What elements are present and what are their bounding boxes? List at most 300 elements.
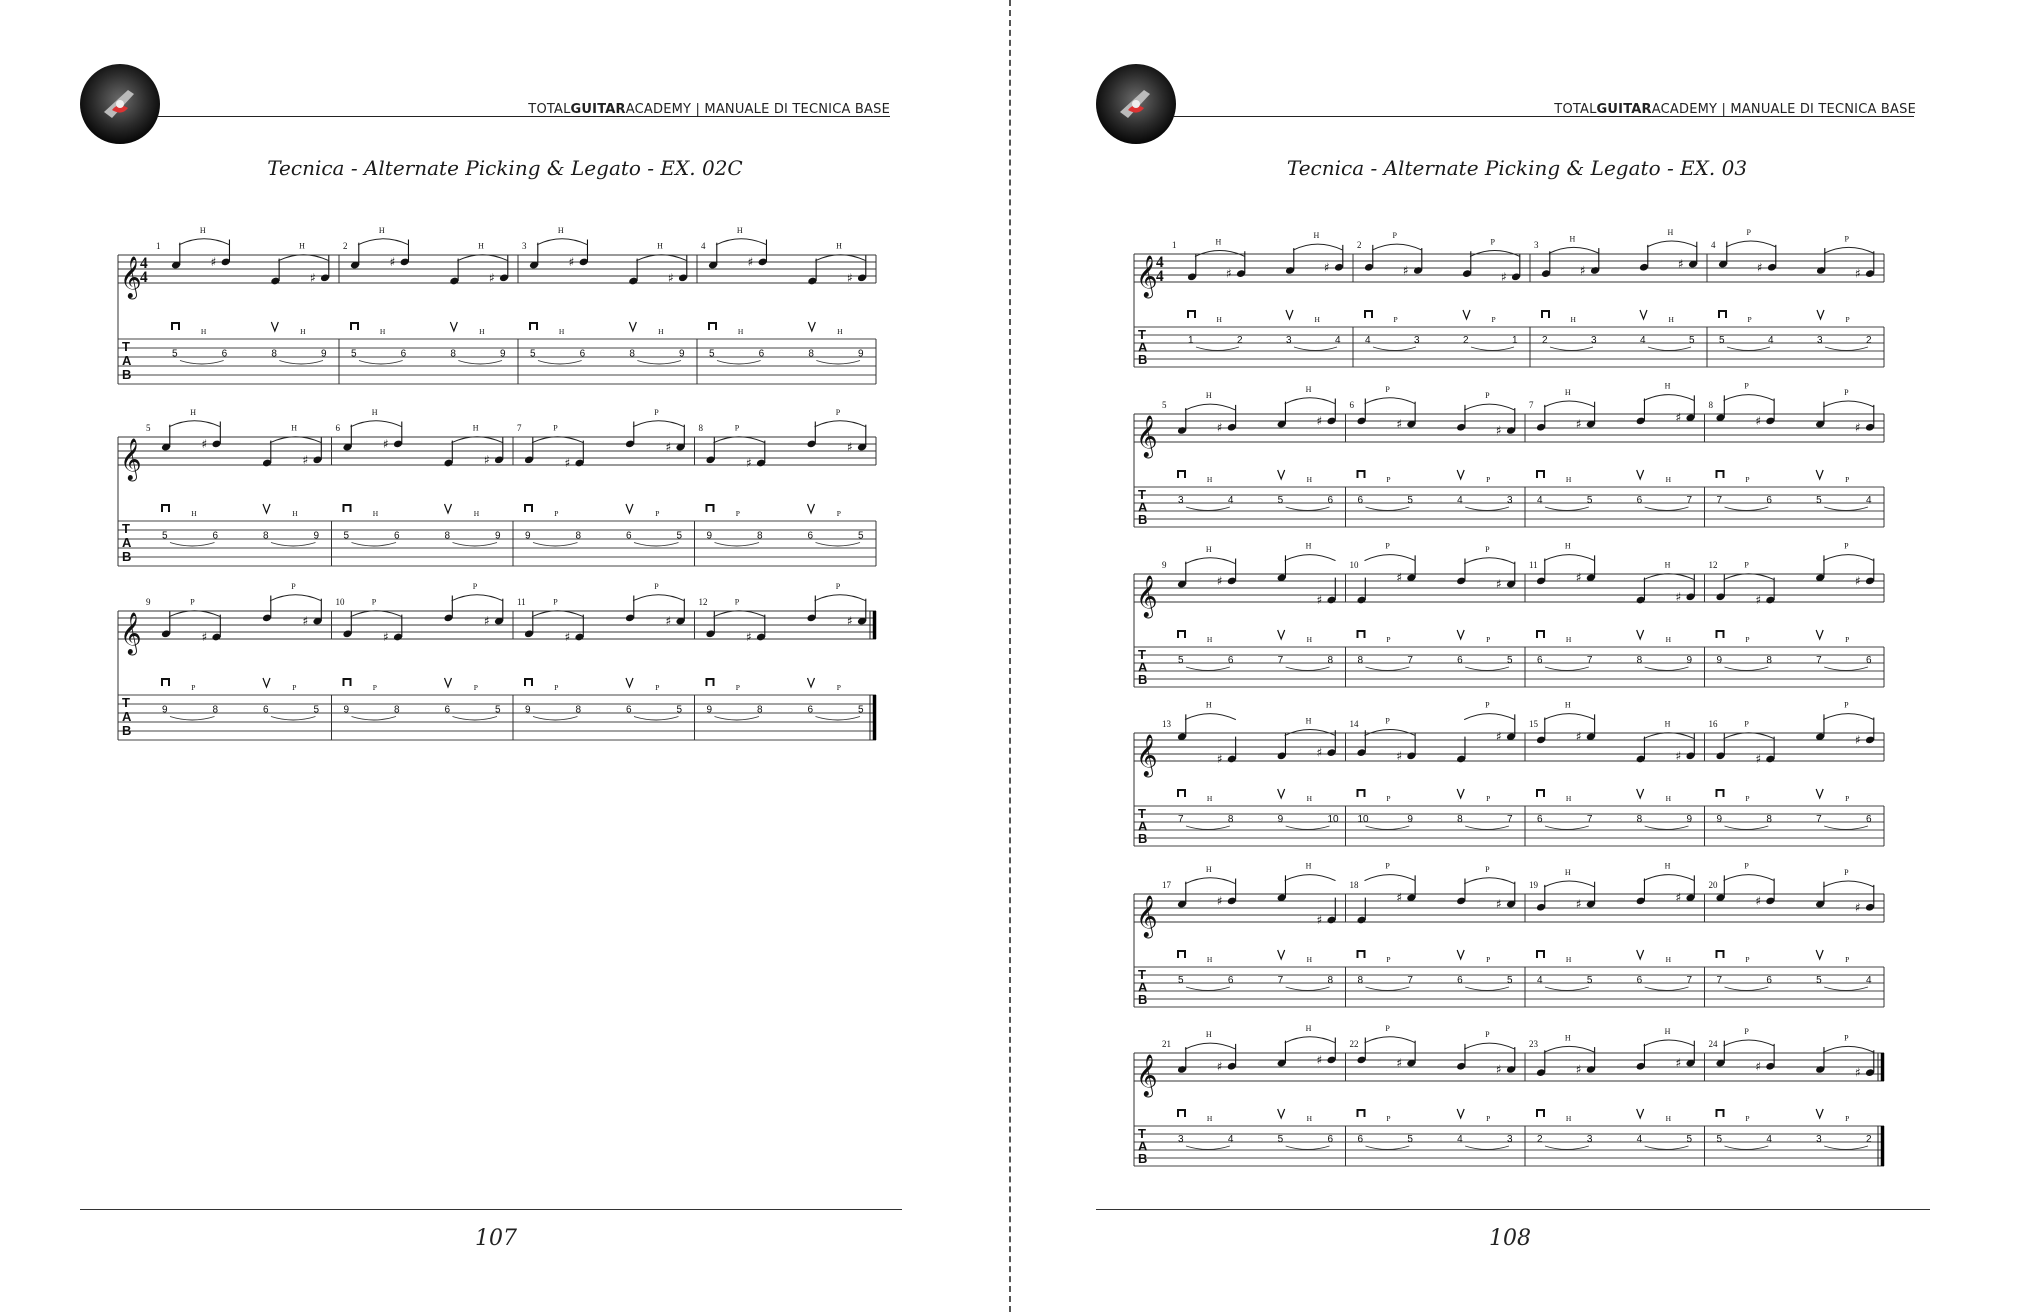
measure (156, 226, 339, 384)
tab-slur (634, 543, 679, 547)
tab-fret-number: 7 (1716, 975, 1723, 986)
tab-fret-number: 4 (1227, 1134, 1234, 1145)
tab-fret-number: 2 (1237, 335, 1243, 346)
sharp-icon: ♯ (1396, 570, 1403, 585)
upstroke-icon (271, 322, 278, 331)
hammer-on-label: H (837, 327, 843, 336)
pull-off-label: P (1490, 237, 1495, 247)
pull-off-label: P (1385, 384, 1390, 394)
tab-slur (1545, 987, 1589, 991)
sharp-icon: ♯ (1575, 729, 1582, 744)
sharp-icon: ♯ (1396, 748, 1403, 763)
sharp-icon: ♯ (847, 614, 853, 629)
sharp-icon: ♯ (1496, 897, 1502, 912)
tab-fret-number: 5 (1689, 335, 1695, 346)
measure (701, 226, 876, 384)
tab-fret-number: 6 (1537, 814, 1543, 825)
tab-fret-number: 9 (321, 348, 327, 360)
tab-letter: B (122, 366, 132, 382)
pull-off-label: P (654, 581, 659, 591)
tab-fret-number: 5 (1277, 1134, 1284, 1145)
tab-fret-number: 5 (343, 530, 350, 542)
measure (1350, 385, 1526, 527)
tab-fret-number: 3 (1816, 1134, 1822, 1145)
sharp-icon: ♯ (302, 452, 309, 467)
tab-slur (1645, 667, 1689, 671)
tab-fret-number: 2 (1542, 335, 1548, 346)
upstroke-icon (445, 504, 452, 513)
tab-letter: T (122, 521, 130, 536)
pull-off-label: P (1844, 700, 1849, 710)
tab-slur (1545, 1146, 1589, 1150)
hammer-on-label: H (1306, 635, 1313, 644)
pull-off-label: P (1745, 955, 1750, 964)
pull-off-label: P (1745, 794, 1750, 803)
measure-number: 8 (1708, 400, 1713, 410)
pull-off-label: P (190, 597, 195, 607)
measure (1350, 701, 1526, 846)
downstroke-icon (344, 679, 351, 686)
measure (1709, 542, 1885, 687)
downstroke-icon (1537, 1110, 1544, 1117)
hammer-on-label: H (1569, 234, 1576, 244)
pull-off-label: P (1386, 635, 1391, 644)
tab-slur (1725, 507, 1769, 511)
sharp-icon: ♯ (1396, 1056, 1403, 1071)
tab-slur (458, 361, 502, 365)
measure-number: 3 (522, 241, 527, 251)
tab-fret-number: 8 (1327, 975, 1334, 986)
hammer-on-label: H (1206, 1114, 1213, 1123)
tab-fret-number: 9 (500, 348, 506, 360)
hammer-on-label: H (1665, 475, 1672, 484)
measure-number: 12 (698, 597, 708, 607)
upstroke-icon (1816, 470, 1823, 479)
tab-fret-number: 5 (1816, 495, 1822, 506)
pull-off-label: P (1745, 1114, 1750, 1123)
upstroke-icon (1278, 950, 1285, 959)
pull-off-label: P (1485, 1030, 1490, 1040)
sharp-icon: ♯ (1678, 257, 1684, 272)
hammer-on-label: H (473, 509, 480, 518)
upstroke-icon (629, 322, 636, 331)
hammer-on-label: H (1564, 867, 1571, 877)
downstroke-icon (1717, 1110, 1724, 1117)
measure-number: 10 (335, 597, 345, 607)
measure-number: 23 (1529, 1039, 1538, 1049)
hammer-on-label: H (1564, 1033, 1571, 1043)
slur (1365, 555, 1416, 561)
tab-fret-number: 3 (1817, 335, 1823, 346)
tab-fret-number: 6 (1457, 655, 1463, 666)
hammer-on-label: H (1305, 861, 1312, 871)
page-divider (1009, 0, 1011, 1312)
tab-fret-number: 4 (1866, 975, 1872, 986)
measure (1529, 862, 1705, 1007)
hammer-on-label: H (1665, 635, 1672, 644)
hammer-on-label: H (557, 225, 564, 235)
tab-letter: A (122, 352, 132, 368)
hammer-on-label: H (658, 327, 664, 336)
hammer-on-label: H (1570, 315, 1576, 324)
pull-off-label: P (1747, 315, 1752, 324)
tab-fret-number: 6 (1357, 1134, 1364, 1145)
slur (633, 595, 685, 601)
measure-number: 8 (698, 423, 703, 433)
tab-fret-number: 6 (1327, 1134, 1334, 1145)
downstroke-icon (1358, 1110, 1365, 1117)
pull-off-label: P (1744, 719, 1749, 729)
sharp-icon: ♯ (1675, 890, 1682, 905)
tab-slur (1725, 826, 1769, 830)
downstroke-icon (351, 323, 358, 330)
tab-fret-number: 3 (1586, 1134, 1593, 1145)
tab-letter: B (1138, 671, 1148, 687)
sharp-icon: ♯ (210, 254, 217, 269)
tab-letter: A (1138, 1138, 1148, 1154)
pull-off-label: P (1392, 231, 1397, 241)
hammer-on-label: H (1314, 315, 1320, 324)
measure-number: 11 (517, 597, 526, 607)
sharp-icon: ♯ (665, 440, 672, 455)
pull-off-label: P (1386, 1114, 1391, 1123)
tab-slur (453, 717, 498, 721)
slur (1726, 241, 1776, 247)
tab-fret-number: 5 (162, 530, 168, 542)
hammer-on-label: H (1664, 1026, 1671, 1036)
measure-number: 4 (1711, 240, 1716, 250)
tab-fret-number: 6 (1766, 495, 1772, 506)
tab-fret-number: 8 (1357, 655, 1364, 666)
pull-off-label: P (1486, 794, 1491, 803)
tab-slur (715, 717, 760, 721)
tab-fret-number: 5 (1716, 1134, 1723, 1145)
page-number: 108 (1489, 1226, 1531, 1251)
sharp-icon: ♯ (1855, 900, 1861, 915)
measure-number: 6 (1349, 400, 1354, 410)
hammer-on-label: H (1205, 1030, 1212, 1040)
tab-fret-number: 5 (1686, 1134, 1693, 1145)
sharp-icon: ♯ (1316, 413, 1323, 428)
hammer-on-label: H (1667, 227, 1674, 237)
tab-letter: B (122, 722, 132, 738)
tab-fret-number: 9 (162, 704, 168, 716)
tab-slur (1186, 507, 1230, 511)
slur (457, 255, 508, 261)
tab-fret-number: 8 (394, 704, 400, 716)
tab-fret-number: 2 (1866, 1134, 1872, 1145)
sharp-icon: ♯ (201, 436, 208, 451)
measure-number: 12 (1708, 560, 1718, 570)
hammer-on-label: H (1306, 1114, 1313, 1123)
slur (358, 239, 409, 245)
tab-slur (538, 361, 582, 365)
hammer-on-label: H (1564, 700, 1571, 710)
tab-slur (271, 543, 316, 547)
slur (1823, 1046, 1874, 1052)
hammer-on-label: H (1565, 794, 1572, 803)
tab-slur (1825, 347, 1868, 351)
tab-fret-number: 6 (263, 704, 269, 716)
tab-fret-number: 8 (808, 348, 814, 360)
sharp-icon: ♯ (1855, 573, 1861, 588)
tab-fret-number: 8 (1636, 814, 1643, 825)
downstroke-icon (1717, 790, 1724, 797)
hammer-on-label: H (200, 327, 207, 336)
sharp-icon: ♯ (310, 270, 316, 285)
tab-fret-number: 8 (1457, 814, 1463, 825)
music-system (118, 582, 876, 740)
hammer-on-label: H (291, 423, 298, 433)
measure (1172, 231, 1353, 367)
sharp-icon: ♯ (1755, 893, 1762, 908)
pull-off-label: P (1385, 861, 1390, 871)
tab-slur (453, 543, 498, 547)
tab-fret-number: 5 (313, 704, 320, 716)
tab-slur (1465, 667, 1509, 671)
hammer-on-label: H (1206, 794, 1213, 803)
slur (1724, 733, 1775, 739)
hammer-on-label: H (1305, 384, 1312, 394)
music-system (1134, 382, 1884, 527)
measure (1162, 1024, 1346, 1166)
sharp-icon: ♯ (201, 630, 208, 644)
tab-fret-number: 4 (1335, 335, 1341, 346)
tab-fret-number: 6 (807, 704, 814, 716)
hammer-on-label: H (1664, 861, 1671, 871)
slur (532, 611, 584, 617)
slur (1464, 404, 1515, 410)
slur (278, 255, 329, 261)
sharp-icon: ♯ (1496, 1062, 1502, 1077)
tab-slur (1366, 987, 1410, 991)
slur (1293, 244, 1343, 250)
pull-off-label: P (1844, 1033, 1849, 1043)
downstroke-icon (1719, 311, 1726, 318)
slur (1464, 1043, 1515, 1049)
tab-slur (1286, 826, 1330, 830)
downstroke-icon (707, 505, 714, 512)
tab-fret-number: 8 (271, 348, 277, 360)
upstroke-icon (450, 322, 457, 331)
measure (146, 408, 332, 566)
hammer-on-label: H (1565, 635, 1572, 644)
tab-slur (1465, 987, 1509, 991)
tab-fret-number: 4 (1766, 1134, 1772, 1145)
tab-fret-number: 9 (495, 530, 501, 542)
measure (1350, 542, 1526, 687)
tab-letter: B (1138, 830, 1148, 846)
tab-letter: B (1138, 1150, 1148, 1166)
measure (699, 408, 877, 566)
treble-clef-icon: 𝄞 (1136, 574, 1158, 617)
tab-fret-number: 4 (1457, 495, 1463, 506)
slur (1185, 558, 1236, 564)
tab-slur (1286, 507, 1330, 511)
tab-fret-number: 3 (1414, 335, 1420, 346)
tab-slur (1725, 987, 1769, 991)
page-right (1012, 0, 2022, 1312)
pull-off-label: P (1844, 867, 1849, 877)
tab-fret-number: 6 (1357, 495, 1364, 506)
hammer-on-label: H (1564, 541, 1571, 551)
tab-letter: T (122, 695, 130, 710)
hammer-on-label: H (1668, 315, 1674, 324)
measure-number: 1 (156, 241, 161, 251)
measure-number: 24 (1708, 1039, 1718, 1049)
upstroke-icon (808, 322, 815, 331)
tab-slur (1648, 347, 1691, 351)
tab-fret-number: 7 (1586, 655, 1593, 666)
music-notation (0, 0, 1010, 1312)
slur (532, 437, 584, 443)
downstroke-icon (1537, 471, 1544, 478)
downstroke-icon (1537, 951, 1544, 958)
tab-slur (1824, 826, 1868, 830)
sharp-icon: ♯ (1501, 269, 1507, 284)
measure (336, 582, 514, 740)
measure-number: 10 (1349, 560, 1359, 570)
sharp-icon: ♯ (1855, 420, 1861, 435)
tab-fret-number: 6 (1636, 495, 1643, 506)
upstroke-icon (263, 678, 270, 687)
slur (1464, 558, 1515, 564)
slur (452, 437, 504, 443)
tab-fret-number: 8 (263, 530, 269, 542)
upstroke-icon (1457, 789, 1464, 798)
sharp-icon: ♯ (1675, 410, 1682, 425)
tab-fret-number: 6 (1457, 975, 1463, 986)
tab-fret-number: 9 (1686, 814, 1693, 825)
slur (1544, 401, 1595, 407)
tab-fret-number: 8 (1327, 655, 1334, 666)
tab-slur (1645, 1146, 1689, 1150)
tab-letter: T (1138, 647, 1146, 662)
tab-fret-number: 6 (758, 348, 765, 360)
slur (179, 239, 230, 245)
pull-off-label: P (1744, 381, 1749, 391)
slur (351, 421, 403, 427)
tab-fret-number: 2 (1463, 335, 1469, 346)
sharp-icon: ♯ (847, 440, 853, 455)
sharp-icon: ♯ (1496, 423, 1502, 438)
pull-off-label: P (1386, 794, 1391, 803)
tab-fret-number: 5 (1719, 335, 1725, 346)
tab-fret-number: 9 (1716, 655, 1723, 666)
slur (633, 421, 685, 427)
pull-off-label: P (1386, 955, 1391, 964)
downstroke-icon (1365, 311, 1372, 318)
downstroke-icon (1717, 471, 1724, 478)
pull-off-label: P (473, 683, 478, 692)
tab-fret-number: 8 (575, 704, 582, 716)
tab-fret-number: 6 (1636, 975, 1643, 986)
hammer-on-label: H (300, 327, 306, 336)
tab-fret-number: 7 (1716, 495, 1723, 506)
tab-slur (352, 543, 397, 547)
sharp-icon: ♯ (1316, 593, 1323, 607)
tab-fret-number: 6 (807, 530, 814, 542)
pull-off-label: P (292, 683, 297, 692)
pull-off-label: P (735, 683, 740, 692)
hammer-on-label: H (1664, 381, 1671, 391)
slur (1285, 398, 1336, 404)
music-system (118, 226, 876, 384)
hammer-on-label: H (378, 225, 385, 235)
tab-fret-number: 5 (495, 704, 501, 716)
tab-slur (816, 717, 861, 721)
hammer-on-label: H (1564, 387, 1571, 397)
measure (1350, 862, 1526, 1007)
pull-off-label: P (655, 683, 660, 692)
tab-fret-number: 4 (1537, 975, 1543, 986)
pull-off-label: P (1844, 541, 1849, 551)
tab-fret-number: 6 (626, 704, 632, 716)
sharp-icon: ♯ (668, 270, 674, 285)
tab-fret-number: 2 (1537, 1134, 1543, 1145)
tab-fret-number: 3 (1286, 335, 1292, 346)
hammer-on-label: H (292, 509, 298, 518)
tab-fret-number: 8 (1766, 655, 1772, 666)
measure (1711, 228, 1884, 367)
tab-fret-number: 7 (1277, 655, 1284, 666)
upstroke-icon (1816, 630, 1823, 639)
measure (146, 582, 332, 740)
tab-fret-number: 8 (450, 348, 456, 360)
sharp-icon: ♯ (746, 630, 752, 644)
sharp-icon: ♯ (746, 456, 752, 470)
music-system (1134, 701, 1884, 846)
pull-off-label: P (1845, 475, 1850, 484)
music-system (118, 408, 876, 566)
tab-slur (1824, 667, 1868, 671)
sharp-icon: ♯ (484, 614, 490, 629)
upstroke-icon (1278, 1109, 1285, 1118)
sharp-icon: ♯ (1580, 263, 1586, 278)
tab-fret-number: 4 (1227, 495, 1234, 506)
pull-off-label: P (291, 581, 296, 591)
pull-off-label: P (654, 407, 659, 417)
page-number: 107 (475, 1226, 517, 1251)
tab-fret-number: 6 (1327, 495, 1334, 506)
tab-fret-number: 7 (1686, 495, 1693, 506)
pull-off-label: P (836, 509, 841, 518)
tab-slur (1545, 507, 1589, 511)
measure (517, 582, 695, 740)
tab-fret-number: 7 (1407, 655, 1413, 666)
measure (1534, 228, 1707, 367)
tab-fret-number: 5 (709, 348, 715, 360)
slur (1724, 574, 1775, 580)
measure-number: 22 (1349, 1039, 1359, 1049)
tab-fret-number: 4 (1640, 335, 1646, 346)
measure (1709, 862, 1885, 1007)
downstroke-icon (162, 679, 169, 686)
hammer-on-label: H (478, 241, 484, 251)
upstroke-icon (1640, 310, 1647, 319)
tab-fret-number: 6 (1866, 814, 1872, 825)
pull-off-label: P (734, 423, 740, 433)
sharp-icon: ♯ (564, 630, 571, 644)
measure (1162, 542, 1346, 687)
sharp-icon: ♯ (1316, 1052, 1323, 1067)
tab-slur (1545, 667, 1589, 671)
tab-slur (1286, 1146, 1330, 1150)
music-system (1134, 1024, 1884, 1166)
sharp-icon: ♯ (1755, 1059, 1762, 1074)
tab-slur (170, 717, 215, 721)
downstroke-icon (1178, 471, 1185, 478)
